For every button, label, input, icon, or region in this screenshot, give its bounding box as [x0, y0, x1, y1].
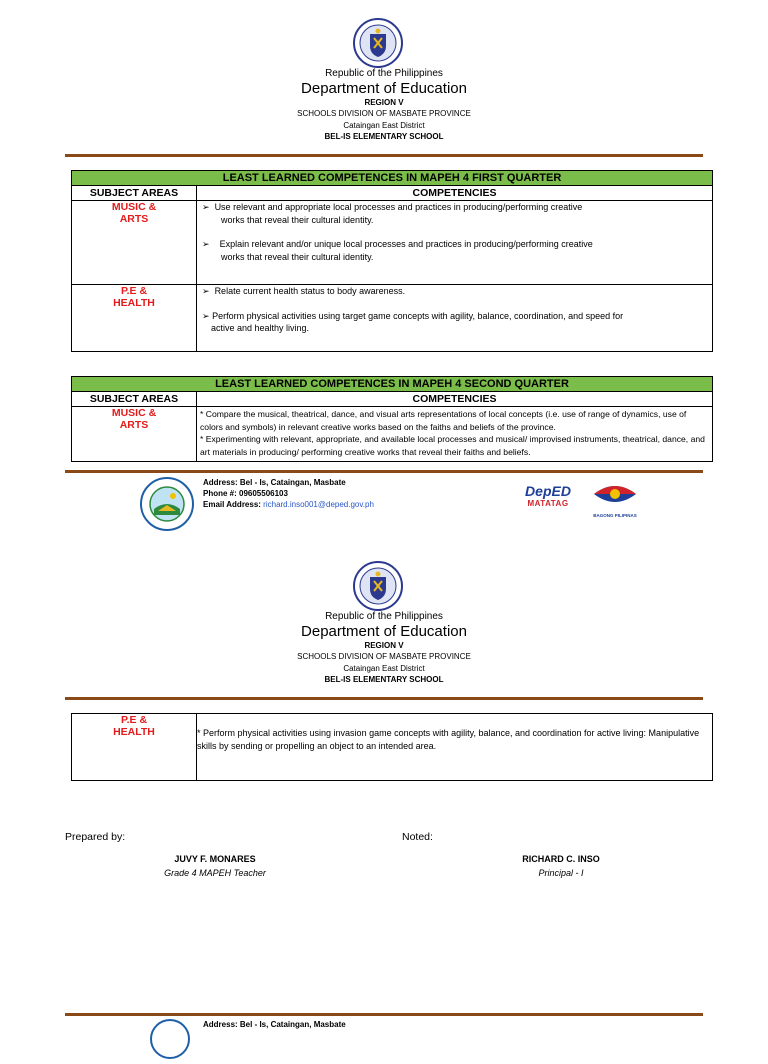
republic-text: Republic of the Philippines — [325, 68, 443, 79]
competency-cell: * Perform physical activities using invasion game concepts with agility, balance, and coordination for active living: Manipulative skills by sending or propelling an object to an intended area. — [197, 714, 713, 781]
address-text: Address: Bel - Is, Cataingan, Masbate — [203, 1020, 346, 1029]
republic-text: Republic of the Philippines — [325, 611, 443, 622]
table-title: LEAST LEARNED COMPETENCES IN MAPEH 4 SECOND QUARTER — [72, 377, 713, 392]
subject-music-arts: MUSIC & ARTS — [72, 407, 197, 462]
subject-areas-header: SUBJECT AREAS — [72, 186, 197, 201]
school-text: BEL-IS ELEMENTARY SCHOOL — [324, 132, 444, 141]
department-title: Department of Education — [301, 80, 467, 97]
footer-rule — [65, 1013, 703, 1016]
email-link[interactable]: richard.inso001@deped.gov.ph — [263, 500, 374, 509]
competency-cell: ➢ Use relevant and appropriate local processes and practices in producing/performing creative works that reveal their cultural identity. ➢ Explain relevant and/or unique local processes and practices in producing/performing creative works that reveal their cultural identity. — [197, 201, 713, 285]
pe-health-table — [71, 713, 713, 781]
second-quarter-table — [71, 376, 713, 462]
footer-rule — [65, 470, 703, 473]
noted-label: Noted: — [402, 831, 433, 843]
competencies-header: COMPETENCIES — [197, 392, 713, 407]
contact-block — [203, 477, 374, 510]
division-text: SCHOOLS DIVISION OF MASBATE PROVINCE — [297, 109, 471, 118]
email-label: Email Address: — [203, 500, 264, 509]
school-logo-icon — [150, 1019, 190, 1024]
school-text: BEL-IS ELEMENTARY SCHOOL — [324, 675, 444, 684]
division-text: SCHOOLS DIVISION OF MASBATE PROVINCE — [297, 652, 471, 661]
competency-cell: * Compare the musical, theatrical, dance, and visual arts representations of local concepts (i.e. use of range of dynamics, use of colors and symbols) in relevant creative works based on the faiths and beliefs of the province. * Experimenting with relevant, appropriate, and available local processes and musical/ improvised instruments, theatrical, dance, and art materials in producing/ performing creative works that reveal their faiths and beliefs. — [197, 407, 713, 462]
deped-seal-icon — [353, 561, 403, 616]
table-title: LEAST LEARNED COMPETENCES IN MAPEH 4 FIRST QUARTER — [72, 171, 713, 186]
subject-pe-health: P.E & HEALTH — [72, 285, 197, 352]
subject-music-arts: MUSIC & ARTS — [72, 201, 197, 285]
noted-name: RICHARD C. INSO — [522, 854, 600, 864]
bagong-pilipinas-logo: BAGONG PILIPINAS — [588, 480, 642, 519]
region-text: REGION V — [364, 641, 404, 650]
deped-seal-icon — [353, 18, 403, 73]
competency-cell: ➢ Relate current health status to body awareness. ➢ Perform physical activities using target game concepts with agility, balance, coordination, and speed for active and healthy living. — [197, 285, 713, 352]
noted-role: Principal - I — [538, 868, 584, 878]
phone-text: Phone #: 09605506103 — [203, 489, 288, 498]
header-rule — [65, 697, 703, 700]
subject-pe-health: P.E & HEALTH — [72, 714, 197, 781]
department-title: Department of Education — [301, 623, 467, 640]
district-text: Cataingan East District — [343, 664, 425, 673]
header-rule — [65, 154, 703, 157]
first-quarter-table — [71, 170, 713, 352]
subject-areas-header: SUBJECT AREAS — [72, 392, 197, 407]
district-text: Cataingan East District — [343, 121, 425, 130]
prepared-by-label: Prepared by: — [65, 831, 126, 843]
deped-matatag-logo: DepED MATATAG — [525, 483, 571, 508]
prepared-role: Grade 4 MAPEH Teacher — [164, 868, 266, 878]
address-text: Address: Bel - Is, Cataingan, Masbate — [203, 478, 346, 487]
prepared-name: JUVY F. MONARES — [174, 854, 256, 864]
school-logo-icon — [140, 477, 194, 536]
competencies-header: COMPETENCIES — [197, 186, 713, 201]
region-text: REGION V — [364, 98, 404, 107]
